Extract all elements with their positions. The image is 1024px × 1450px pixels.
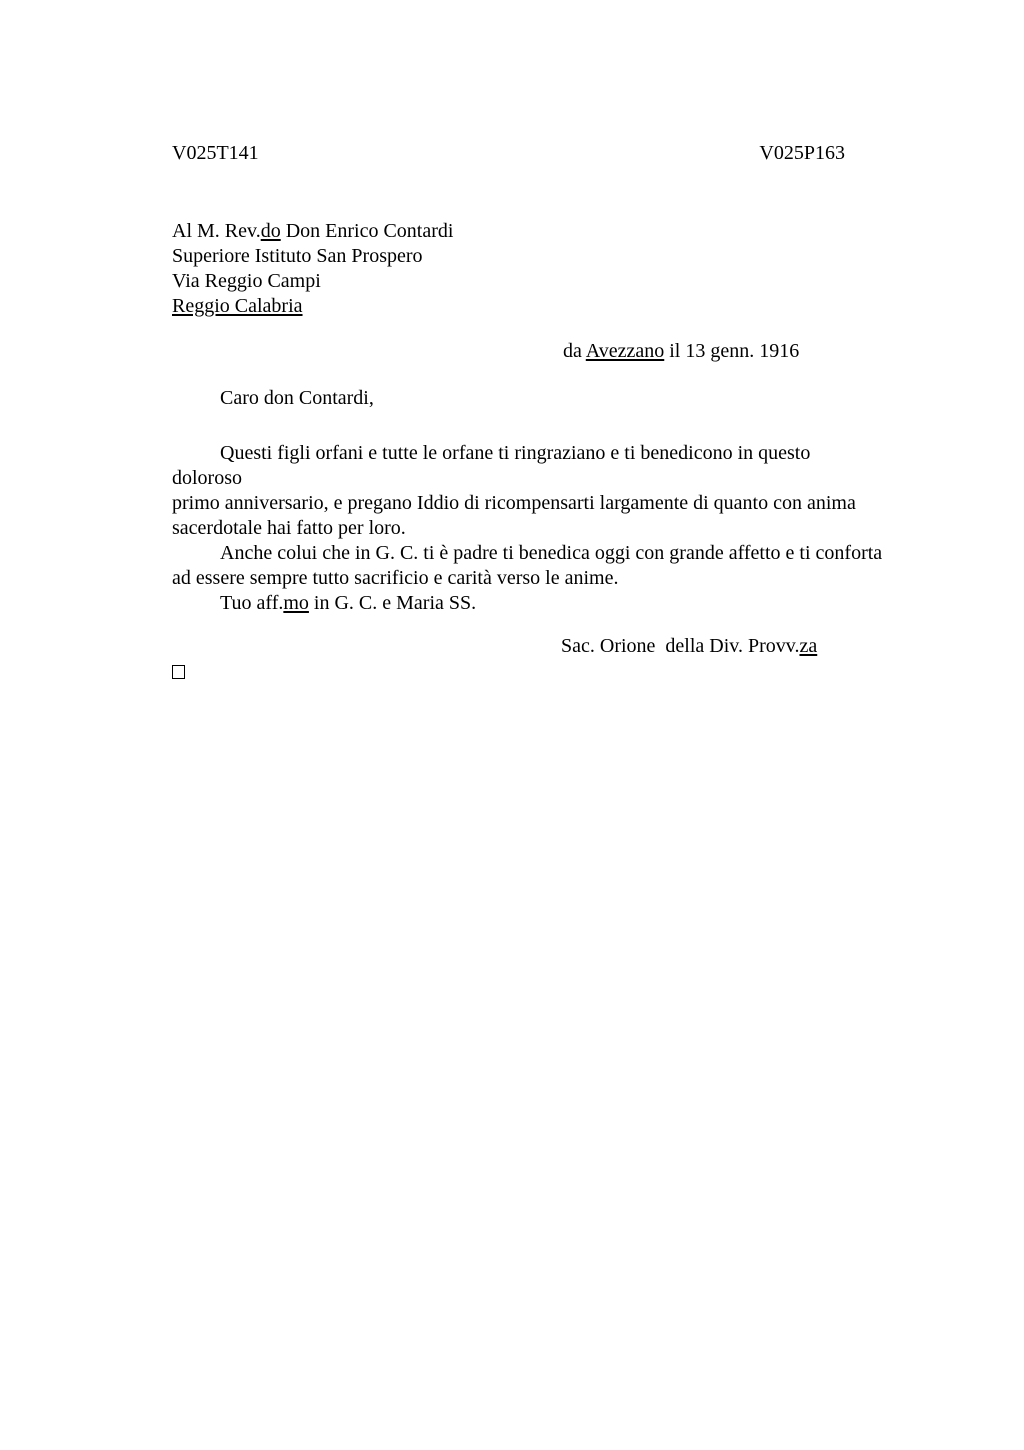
body-line-7 [172, 591, 924, 616]
dateline-pre: da [563, 340, 586, 362]
closing-abbrev: mo [283, 592, 309, 614]
signature-abbrev: za [799, 635, 818, 657]
recipient-name-post: Don Enrico Contardi [280, 220, 454, 242]
body-line-5: Anche colui che in G. C. ti è padre ti benedica oggi con grande affetto e ti conforta [220, 542, 883, 564]
recipient-city: Reggio Calabria [172, 295, 303, 317]
white-square-icon [172, 665, 185, 679]
signature-line [561, 634, 924, 659]
salutation: Caro don Contardi, [220, 387, 374, 409]
body-line-4: sacerdotale hai fatto per loro. [172, 517, 406, 539]
recipient-name-abbrev: do [260, 220, 281, 242]
recipient-address [172, 219, 924, 319]
doc-code-right: V025P163 [759, 142, 845, 164]
recipient-name-pre: Al M. Rev. [172, 220, 261, 242]
closing-post: in G. C. e Maria SS. [308, 592, 477, 614]
letter-body [172, 441, 924, 616]
closing-pre: Tuo aff. [220, 592, 284, 614]
dateline-date: il 13 genn. 1916 [664, 340, 800, 362]
recipient-institution-line: Superiore Istituto San Prospero [172, 245, 423, 267]
doc-code-left: V025T141 [172, 142, 259, 164]
dateline [563, 339, 924, 364]
body-line-2: doloroso [172, 467, 242, 489]
body-line-1: Questi figli orfani e tutte le orfane ti ringraziano e ti benedicono in questo [220, 442, 811, 464]
body-line-3: primo anniversario, e pregano Iddio di ricompensarti largamente di quanto con anima [172, 492, 856, 514]
body-line-6: ad essere sempre tutto sacrificio e carità verso le anime. [172, 567, 619, 589]
footnote-marker-row [172, 659, 924, 686]
header-row [172, 141, 845, 166]
recipient-name-line [172, 219, 924, 244]
signature-pre: Sac. Orione della Div. Provv. [561, 635, 800, 657]
recipient-street-line: Via Reggio Campi [172, 270, 321, 292]
dateline-place: Avezzano [585, 340, 665, 362]
recipient-city-line [172, 294, 924, 319]
